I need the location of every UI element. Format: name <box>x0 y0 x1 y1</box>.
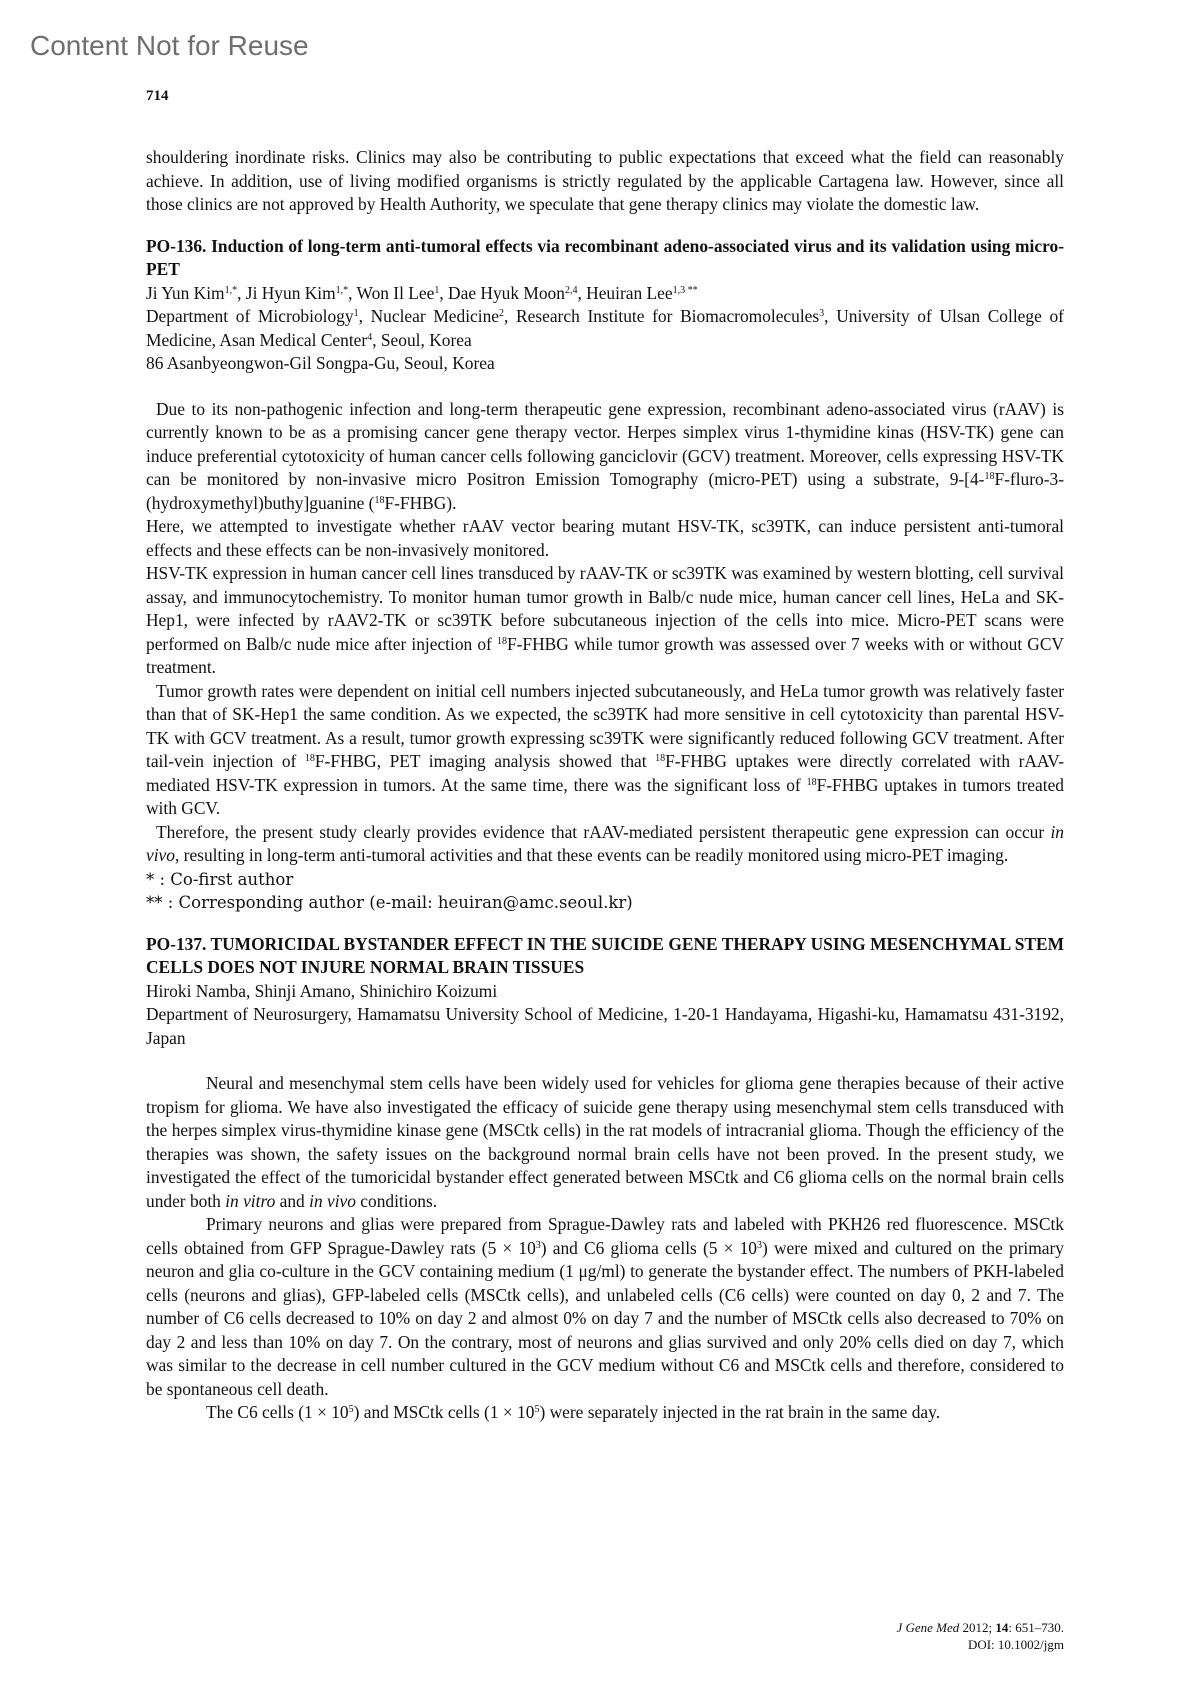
text-run: ) and MSCtk cells (1 × 10 <box>353 1402 535 1422</box>
watermark: Content Not for Reuse <box>30 30 309 61</box>
text-run: Therefore, the present study clearly provides evidence that rAAV-mediated persistent therapeutic gene expression can occur <box>156 821 1051 842</box>
isotope-sup: 18 <box>806 776 817 788</box>
page-number: 714 <box>146 88 169 104</box>
author-affil-sup: 1 <box>434 284 440 296</box>
text-run: F-FHBG uptakes were directly correlated with rAAV-mediated HSV-TK expression in tumors. At the same time, there was the significant loss of <box>146 751 1064 795</box>
author-name: Dae Hyuk Moon <box>448 282 565 303</box>
text-run: Neural and mesenchymal stem cells have been widely used for vehicles for glioma gene therapies because of their active tropism for glioma. We have also investigated the efficacy of suicide gene therapy using mesenchymal stem cells transduced with the herpes simplex virus-thymidine kinase gene (MSCtk cells) in the rat models of intracranial glioma. Though the efficiency of the therapies was shown, the safety issues on the background normal brain cells have not been proved. In the present study, we investigated the effect of the tumoricidal bystander effect generated between MSCtk and C6 glioma cells on the normal brain cells under both <box>146 1073 1064 1211</box>
text-run: Primary neurons and glias were prepared from Sprague-Dawley rats and labeled with PKH26 red fluorescence. MSCtk cells obtained from GFP Sprague-Dawley rats (5 × 10 <box>146 1214 1064 1258</box>
po136-authors: Ji Yun Kim$^{1,*}$, Ji Hyun Kim$^{1,*}$, Won Il Lee$^1$, Dae Hyuk Moon$^{2,4}$, Heuiran Lee$^{1,3 **}$ <box>146 282 698 303</box>
isotope-sup: 18 <box>984 471 995 482</box>
text-run: F-FHBG uptakes in tumors treated with GCV. <box>146 774 1064 818</box>
author-name: Ji Hyun Kim <box>245 282 336 303</box>
italic-term: in vitro <box>225 1190 276 1211</box>
affil-sup: 2 <box>499 308 504 319</box>
po136-paragraph-1 <box>146 398 1064 516</box>
po136-paragraph-2: Here, we attempted to investigate whether rAAV vector bearing mutant HSV-TK, sc39TK, can induce persistent anti-tumoral effects and these effects can be non-invasively monitored. <box>146 516 1064 560</box>
text-run: Due to its non-pathogenic infection and long-term therapeutic gene expression, recombinant adeno-associated virus (rAAV) is currently known to be as a promising cancer gene therapy vector. Herpes simplex virus 1-thymidine kinas (HSV-TK) gene can induce preferential cytotoxicity of human cancer cells following ganciclovir (GCV) treatment. Moreover, cells expressing HSV-TK can be monitored by non-invasive micro Positron Emission Tomography (micro-PET) using a substrate, 9-[4- <box>146 398 1064 489</box>
affil-sup: 3 <box>819 308 825 319</box>
author-affil-sup: 1,* <box>335 284 349 296</box>
journal-footer <box>896 1619 1064 1653</box>
text-run: ) and C6 glioma cells (5 × 10 <box>540 1237 758 1258</box>
text-run: F-fluro-3-(hydroxymethyl)buthy]guanine ( <box>146 469 1064 513</box>
text-run: conditions. <box>355 1190 438 1211</box>
abstract-po136 <box>146 235 1064 915</box>
isotope-sup: 18 <box>496 635 507 647</box>
po136-affiliation: Department of Microbiology$^1$, Nuclear Medicine$^2$, Research Institute for Biomacromolecules$^3$, University of Ulsan College of Medicine, Asan Medical Center$^4$, Seoul, Korea <box>146 306 1064 350</box>
co-first-author-note: * : Co-first author <box>146 869 294 889</box>
text-run: and <box>275 1190 310 1211</box>
isotope-sup: 18 <box>374 494 385 506</box>
po136-paragraph-4 <box>146 680 1064 821</box>
journal-pages: : 651–730. <box>1008 1620 1064 1635</box>
po136-title: PO-136. Induction of long-term anti-tumoral effects via recombinant adeno-associated virus and its validation using micro-PET <box>146 235 1064 279</box>
abstract-po137 <box>146 933 1064 1425</box>
po137-paragraph-2 <box>146 1213 1064 1401</box>
exponent-sup: 3 <box>757 1239 763 1251</box>
exponent-sup: 3 <box>535 1239 541 1251</box>
text-run: ) were separately injected in the rat brain in the same day. <box>539 1402 941 1422</box>
italic-term: in vivo <box>309 1190 356 1211</box>
text-run: , resulting in long-term anti-tumoral activities and that these events can be readily monitored using micro-PET imaging. <box>174 845 1009 865</box>
journal-year: 2012; <box>959 1620 996 1635</box>
po137-affiliation: Department of Neurosurgery, Hamamatsu University School of Medicine, 1-20-1 Handayama, Higashi-ku, Hamamatsu 431-3192, Japan <box>146 1004 1064 1048</box>
po136-paragraph-3 <box>146 562 1064 680</box>
affil-dept: Department of Microbiology <box>146 306 354 326</box>
affil-dept: University of Ulsan College of Medicine, Asan Medical Center <box>146 306 1064 350</box>
journal-citation <box>896 1619 1064 1636</box>
po137-title: PO-137. TUMORICIDAL BYSTANDER EFFECT IN THE SUICIDE GENE THERAPY USING MESENCHYMAL STEM CELLS DOES NOT INJURE NORMAL BRAIN TISSUES <box>146 933 1064 977</box>
text-run: The C6 cells (1 × 10 <box>206 1402 349 1422</box>
affil-dept: Research Institute for Biomacromolecules <box>516 306 820 326</box>
affil-city: Seoul, Korea <box>380 329 472 350</box>
italic-term: in vivo <box>146 821 1064 865</box>
page-content <box>146 146 1064 1425</box>
author-affil-sup: 2,4 <box>564 284 578 296</box>
author-affil-sup: 1,3 ** <box>672 284 698 296</box>
journal-name: J Gene Med <box>896 1620 960 1635</box>
corresponding-author-note: ** : Corresponding author (e-mail: heuiran@amc.seoul.kr) <box>146 893 633 912</box>
text-run: ) were mixed and cultured on the primary neuron and glia co-culture in the GCV containing medium (1 μg/ml) to generate the bystander effect. The numbers of PKH-labeled cells (neurons and glias), GFP-labeled cells (MSCtk cells), and unlabeled cells (C6 cells) were counted on day 0, 2 and 7. The number of C6 cells decreased to 10% on day 2 and almost 0% on day 7 and the number of MSCtk cells also decreased to 70% on day 2 and less than 10% on day 7. On the contrary, most of neurons and glias survived and only 20% cells died on day 7, which was similar to the decrease in cell number cultured in the GCV medium without C6 and MSCtk cells and therefore, considered to be spontaneous cell death. <box>146 1237 1064 1399</box>
affil-sup: 4 <box>367 331 373 343</box>
po137-paragraph-1 <box>146 1072 1064 1213</box>
po137-paragraph-3 <box>146 1401 1064 1425</box>
text-run: F-FHBG, PET imaging analysis showed that <box>314 751 656 771</box>
intro-paragraph: shouldering inordinate risks. Clinics may also be contributing to public expectations that exceed what the field can reasonably achieve. In addition, use of living modified organisms is strictly regulated by the applicable Cartagena law. However, since all those clinics are not approved by Health Authority, we speculate that gene therapy clinics may violate the domestic law. <box>146 147 1064 214</box>
exponent-sup: 5 <box>534 1404 540 1415</box>
author-affil-sup: 1,* <box>224 284 238 296</box>
text-run: HSV-TK expression in human cancer cell lines transduced by rAAV-TK or sc39TK was examined by western blotting, cell survival assay, and immunocytochemistry. To monitor human tumor growth in Balb/c nude mice, human cancer cell lines, HeLa and SK-Hep1, were infected by rAAV2-TK or sc39TK before subcutaneous injection of the cells into mice. Micro-PET scans were performed on Balb/c nude mice after injection of <box>146 563 1064 654</box>
isotope-sup: 18 <box>655 753 666 764</box>
text-run: F-FHBG). <box>384 492 457 513</box>
isotope-sup: 18 <box>304 753 315 764</box>
journal-volume: 14 <box>995 1620 1009 1635</box>
text-run: F-FHBG while tumor growth was assessed over 7 weeks with or without GCV treatment. <box>146 633 1064 677</box>
po137-authors: Hiroki Namba, Shinji Amano, Shinichiro Koizumi <box>146 980 498 1001</box>
author-name: Ji Yun Kim <box>146 282 225 303</box>
author-name: Heuiran Lee <box>586 282 673 303</box>
doi: DOI: 10.1002/jgm <box>967 1637 1064 1652</box>
affil-dept: Nuclear Medicine <box>370 306 499 326</box>
po136-paragraph-5 <box>146 821 1064 868</box>
po136-address: 86 Asanbyeongwon-Gil Songpa-Gu, Seoul, Korea <box>146 353 495 373</box>
text-run: Tumor growth rates were dependent on initial cell numbers injected subcutaneously, and HeLa tumor growth was relatively faster than that of SK-Hep1 the same condition. As we expected, the sc39TK had more sensitive in cell cytotoxicity than parental HSV-TK with GCV treatment. As a result, tumor growth expressing sc39TK were significantly reduced following GCV treatment. After tail-vein injection of <box>146 680 1064 771</box>
affil-sup: 1 <box>353 308 359 319</box>
exponent-sup: 5 <box>348 1404 354 1415</box>
author-name: Won Il Lee <box>356 282 435 303</box>
